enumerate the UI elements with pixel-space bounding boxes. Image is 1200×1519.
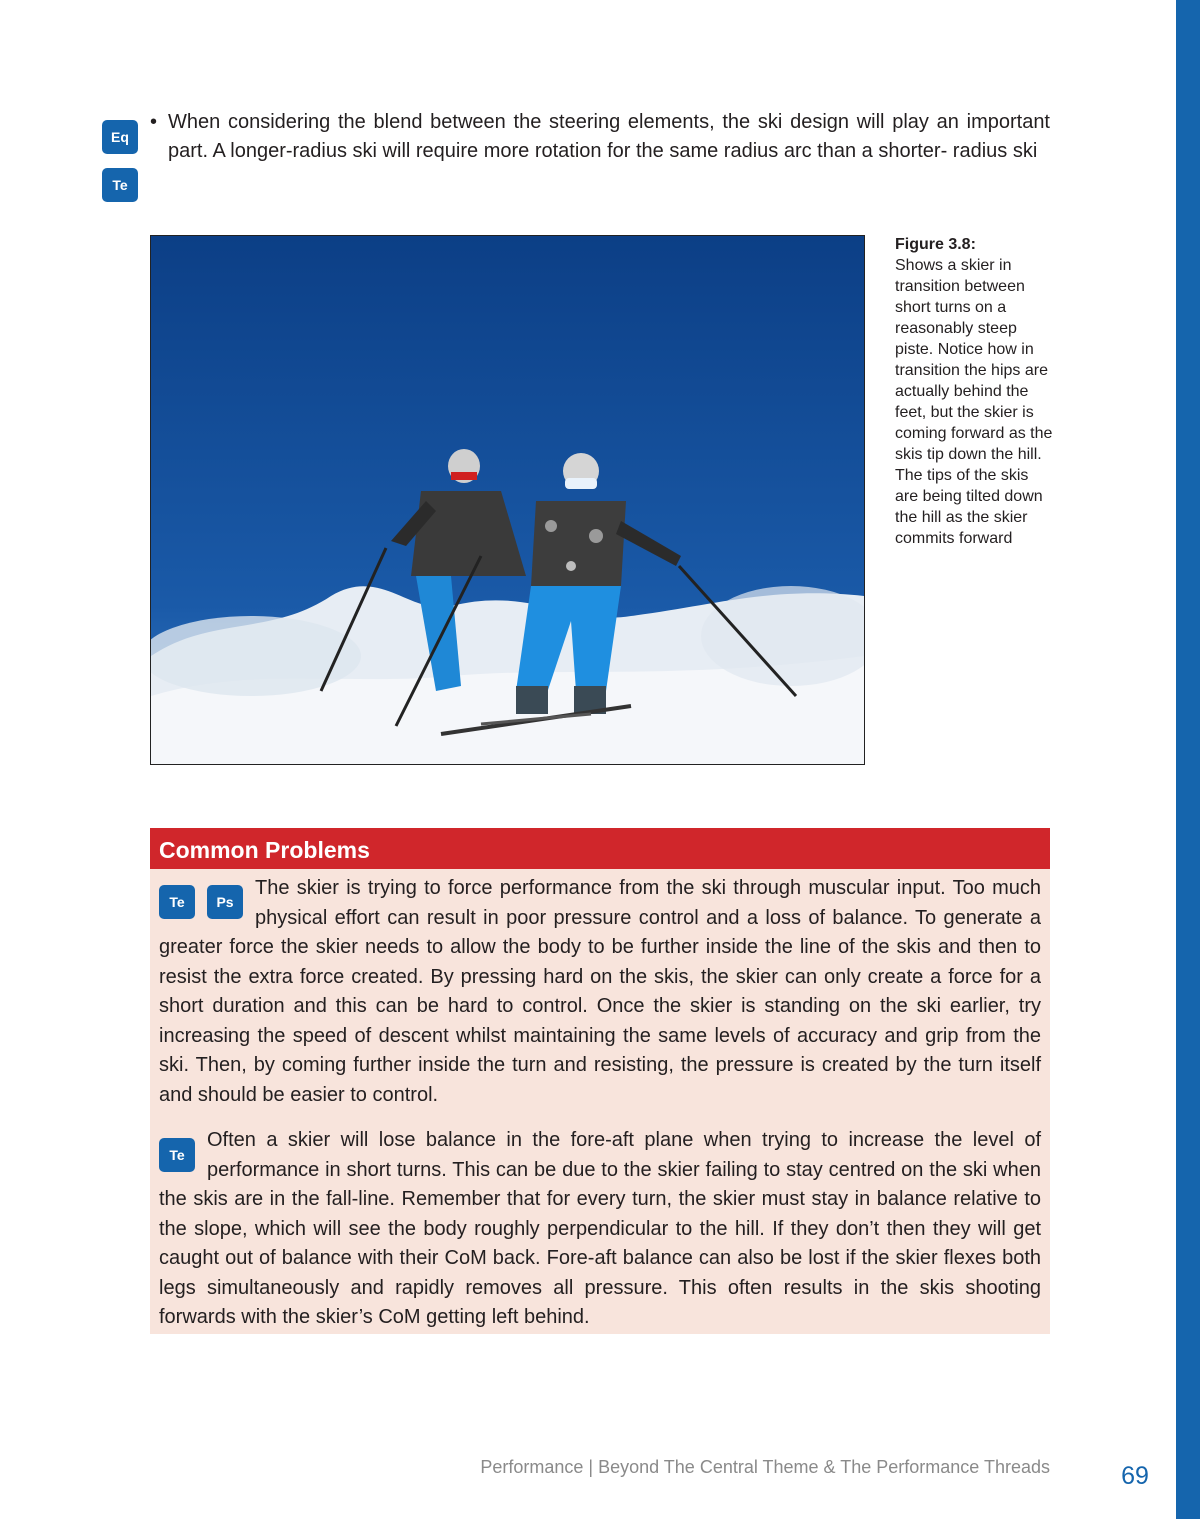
bullet-marker: • [150,111,158,133]
tag-ps: Ps [207,885,243,919]
problem-paragraph-2 [159,1126,1041,1333]
paragraph-1-tags [159,874,255,932]
figure-caption-text: Shows a skier in transition between short turns on a reasonably steep piste. Notice how in transition the hips are actually behind the feet, but the skier is coming forward as the skis tip down the hill. The tips of the skis are being tilted down the hill as the skier commits forward [895,257,1053,547]
skier-photo [150,235,865,765]
figure-caption [895,234,1055,549]
bullet-text: When considering the blend between the steering elements, the ski design will play an important part. A longer-radius ski will require more rotation for the same radius arc than a shorter- radius ski [168,111,1050,162]
common-problems-box [150,828,1050,1334]
paragraph-2-tags [159,1126,207,1184]
problem-paragraph-2-text: Often a skier will lose balance in the fore-aft plane when trying to increase the level of performance in short turns. This can be due to the skier failing to stay centred on the ski when the skis are in the fall-line. Remember that for every turn, the skier must stay in balance relative to the slope, which will see the body roughly perpendicular to the hill. If they don’t then they will get caught out of balance with their CoM back. Fore-aft balance can also be lost if the skier flexes both legs simultaneously and rapidly removes all pressure. This often results in the skis shooting forwards with the skier’s CoM getting left behind. [159,1129,1041,1328]
tag-eq: Eq [102,120,138,154]
page-edge-bar [1176,0,1200,1519]
tag-te: Te [159,885,195,919]
running-footer: Performance | Beyond The Central Theme & The Performance Threads [480,1457,1050,1477]
figure-label: Figure 3.8: [895,236,976,253]
page-number: 69 [1121,1462,1149,1490]
common-problems-heading: Common Problems [150,828,1050,869]
problem-paragraph-1 [159,874,1041,1110]
problem-paragraph-1-text: The skier is trying to force performance from the ski through muscular input. Too much physical effort can result in poor pressure control and a loss of balance. To generate a greater force the skier needs to allow the body to be further inside the line of the skis and then to resist the extra force created. By pressing hard on the skis, the skier can only create a force for a short duration and this can be hard to control. Once the skier is standing on the ski earlier, try increasing the speed of descent whilst maintaining the same levels of accuracy and grip from the ski. Then, by coming further inside the turn and resisting, the pressure is created by the turn itself and should be easier to control. [159,877,1041,1106]
skier-illustration [151,236,864,764]
bullet-item [150,108,1050,166]
tag-te: Te [102,168,138,202]
tag-te: Te [159,1138,195,1172]
